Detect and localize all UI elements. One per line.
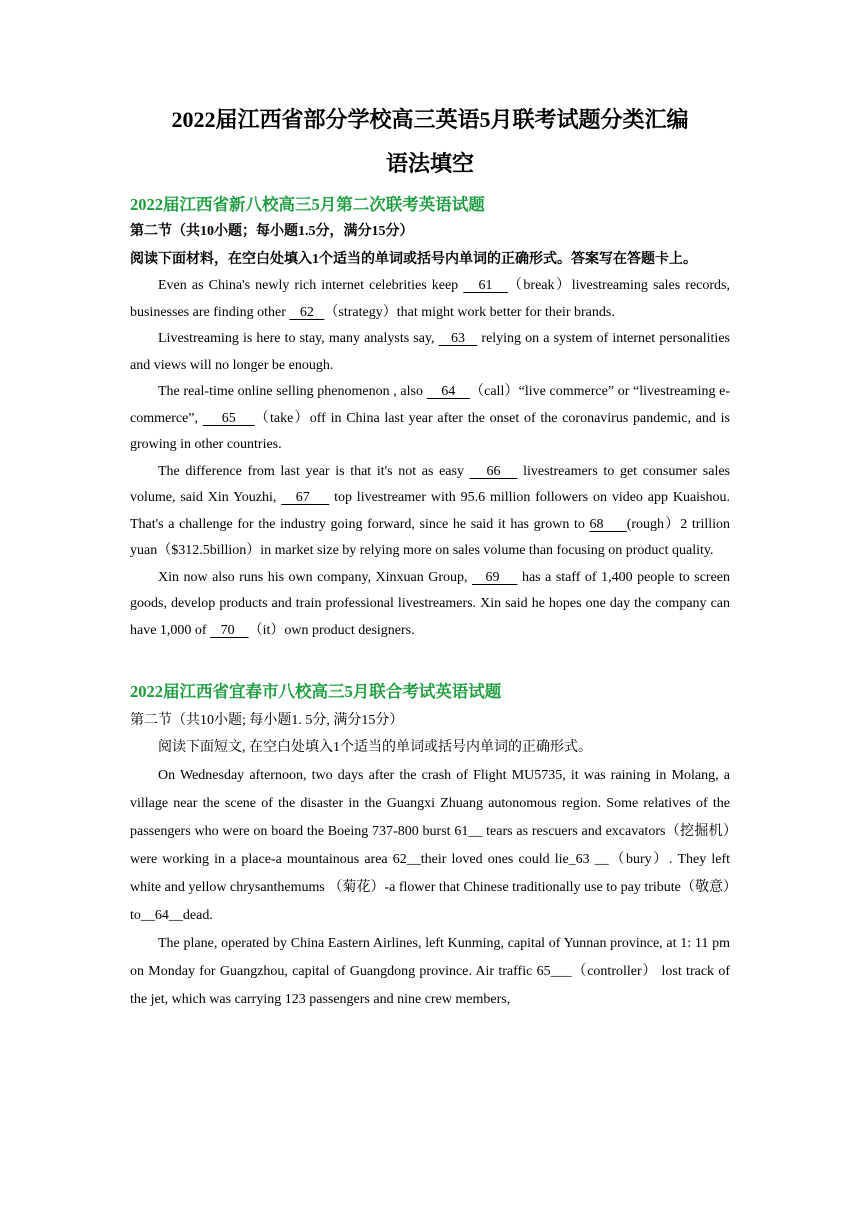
section-2 — [130, 680, 730, 1014]
text-run: livestreamers to get consumer sales volume, said Xin Youzhi, — [130, 463, 731, 505]
blank-65: 65 — [202, 410, 255, 426]
blank-61: 61 — [463, 278, 508, 293]
passage-1-paragraph-2 — [130, 326, 730, 379]
text-run: Livestreaming is here to stay, many analysts say, — [158, 331, 439, 346]
text-run: The difference from last year is that it's not as easy — [158, 463, 470, 479]
blank-66: 66 — [469, 463, 518, 479]
text-run: （call）“live commerce” or “livestreaming e-commerce”, — [130, 384, 730, 426]
blank-69: 69 — [472, 569, 518, 585]
passage-1-paragraph-4 — [130, 459, 730, 565]
text-run: （it）own product designers. — [248, 622, 415, 638]
blank-68: 68 — [589, 516, 627, 532]
blank-70: 70 — [210, 622, 249, 638]
text-run: (rough）2 trillion yuan（$312.5billion）in market size by relying more on sales volume than focusing on product quality. — [130, 516, 731, 558]
section-1-heading: 2022届江西省新八校高三5月第二次联考英语试题 — [130, 195, 485, 214]
passage-1-paragraph-1 — [130, 273, 730, 326]
passage-1-paragraph-3 — [130, 379, 730, 459]
blank-63: 63 — [438, 331, 478, 346]
section-1-part: 第二节（共10小题；每小题1.5分，满分15分） — [130, 224, 414, 239]
section-1-instructions: 阅读下面材料，在空白处填入1个适当的单词或括号内单词的正确形式。答案写在答题卡上。 — [130, 252, 697, 267]
text-run: The real-time online selling phenomenon , also — [158, 384, 427, 399]
text-run: Even as China's newly rich internet celebrities keep — [158, 278, 464, 293]
text-run: （strategy）that might work better for their brands. — [324, 304, 615, 320]
passage-1-paragraph-5 — [130, 565, 730, 645]
document-title: 2022届江西省部分学校高三英语5月联考试题分类汇编 — [171, 107, 689, 132]
section-2-heading: 2022届江西省宜春市八校高三5月联合考试英语试题 — [130, 682, 502, 701]
document-subtitle: 语法填空 — [385, 151, 474, 176]
blank-67: 67 — [281, 490, 330, 505]
text-run: top livestreamer with 95.6 million followers on video app Kuaishou. That's a challenge for the industry going forward, since he said it has grown to — [130, 490, 731, 532]
section-2-instructions: 阅读下面短文, 在空白处填入1个适当的单词或括号内单词的正确形式。 — [158, 740, 592, 755]
blank-62: 62 — [289, 304, 325, 320]
passage-2-paragraph-2: The plane, operated by China Eastern Airlines, left Kunming, capital of Yunnan province, at 1: 11 pm on Monday for Guangzhou, capital of Guangdong province. Air traffic 65___（controller） lost track of the jet, which was carrying 123 passengers and nine crew members, — [130, 936, 730, 1007]
text-run: （break）livestreaming sales records, businesses are finding other — [130, 278, 731, 320]
text-run: （take）off in China last year after the onset of the coronavirus pandemic, and is growing in other countries. — [130, 410, 730, 452]
passage-2-paragraph-1: On Wednesday afternoon, two days after the crash of Flight MU5735, it was raining in Molang, a village near the scene of the disaster in the Guangxi Zhuang autonomous region. Some relatives of the passengers who were on board the Boeing 737-800 burst 61__ tears as rescuers and excavators（挖掘机）were working in a place-a mountainous area 62__their loved ones could lie_63 __（bury）. They left white and yellow chrysanthemums （菊花）-a flower that Chinese traditionally use to pay tribute（敬意）to__64__dead. — [130, 768, 730, 923]
document-page — [130, 100, 730, 1014]
blank-64: 64 — [426, 384, 470, 399]
text-run: Xin now also runs his own company, Xinxuan Group, — [158, 569, 473, 585]
text-run: has a staff of 1,400 people to screen goods, develop products and train professional livestreamers. Xin said he hopes one day the company can have 1,000 of — [130, 569, 731, 638]
section-2-part: 第二节（共10小题; 每小题1. 5分, 满分15分） — [130, 713, 404, 728]
section-1 — [130, 193, 730, 644]
text-run: relying on a system of internet personalities and views will no longer be enough. — [130, 331, 730, 373]
